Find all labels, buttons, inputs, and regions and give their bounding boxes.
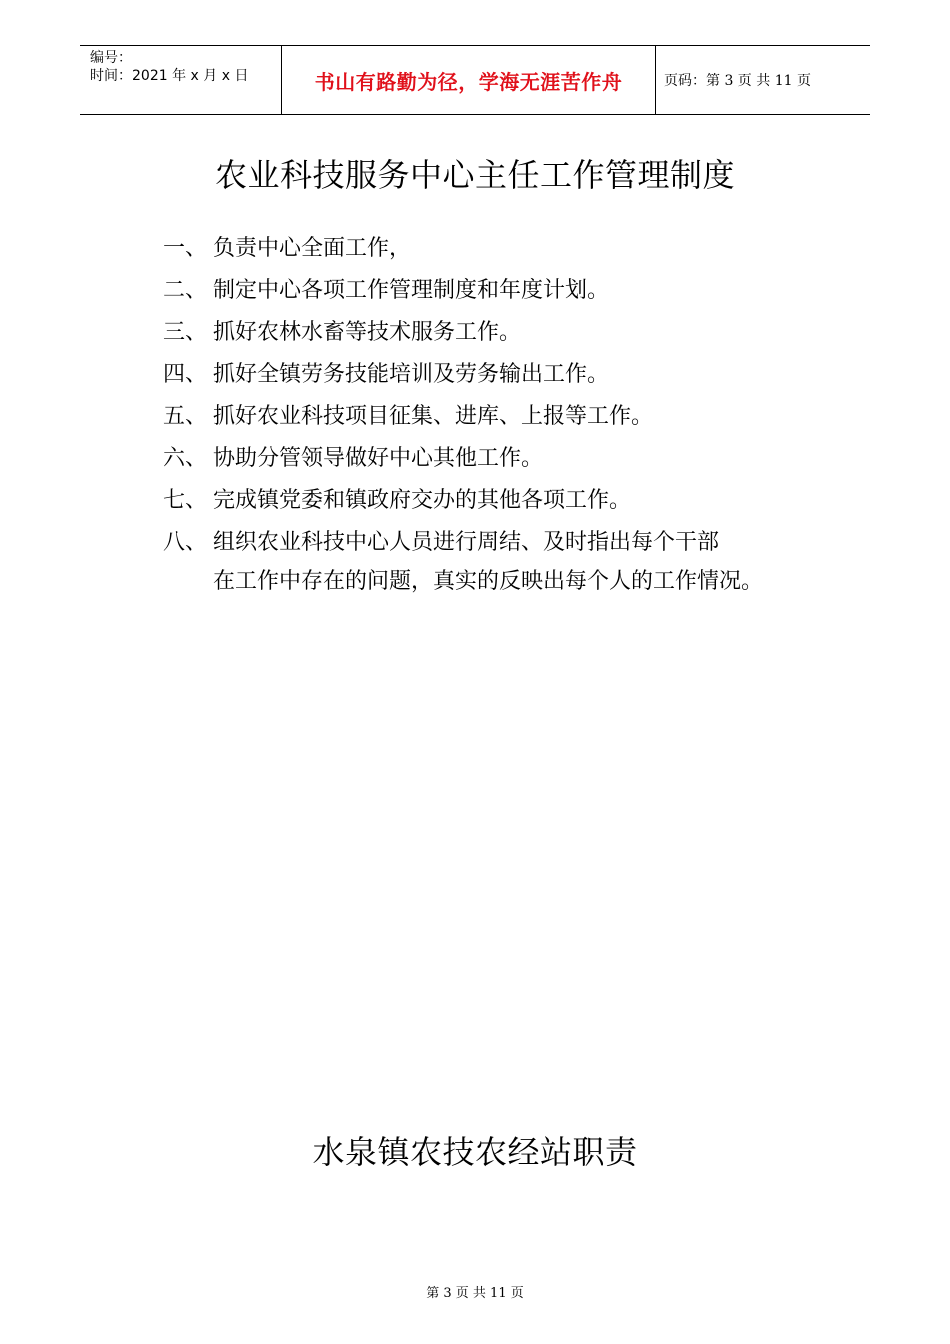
header-page-code: 页码：第 3 页 共 11 页: [664, 73, 811, 89]
section-title: 水泉镇农技农经站职责: [312, 1133, 638, 1171]
duty-number: 五、: [163, 404, 208, 429]
duty-text: 抓好农业科技项目征集、进库、上报等工作。: [213, 404, 654, 429]
duty-item: [163, 522, 863, 564]
duty-item: [163, 438, 863, 480]
duty-number: 四、: [163, 362, 208, 387]
duty-item-continuation: 在工作中存在的问题，真实的反映出每个人的工作情况。: [213, 569, 764, 594]
duty-number: 三、: [163, 320, 208, 345]
duty-item: [163, 354, 863, 396]
duty-text: 完成镇党委和镇政府交办的其他各项工作。: [213, 488, 632, 513]
duty-number: 八、: [163, 530, 208, 555]
page-header: [80, 45, 870, 115]
duty-text: 抓好农林水畜等技术服务工作。: [213, 320, 522, 345]
duty-number: 六、: [163, 446, 208, 471]
duty-text: 组织农业科技中心人员进行周结、及时指出每个干部: [213, 530, 720, 555]
duty-item: [163, 396, 863, 438]
duty-item: [163, 270, 863, 312]
page-footer: 第 3 页 共 11 页: [426, 1286, 524, 1301]
duty-text: 制定中心各项工作管理制度和年度计划。: [213, 278, 610, 303]
duty-number: 二、: [163, 278, 208, 303]
header-meta-cell: [80, 46, 280, 114]
duty-text: 协助分管领导做好中心其他工作。: [213, 446, 544, 471]
duty-number: 七、: [163, 488, 208, 513]
header-motto: 书山有路勤为径，学海无涯苦作舟: [314, 69, 623, 94]
duty-text: 抓好全镇劳务技能培训及劳务输出工作。: [213, 362, 610, 387]
document-number-label: 编号：: [90, 50, 132, 66]
header-motto-cell: [281, 46, 656, 114]
duty-item: [163, 228, 863, 270]
duty-number: 一、: [163, 236, 208, 261]
duty-list: [163, 228, 863, 606]
duty-item: [163, 480, 863, 522]
document-time-label: 时间：2021 年 x 月 x 日: [90, 68, 249, 84]
document-title: 农业科技服务中心主任工作管理制度: [214, 156, 735, 194]
duty-text: 负责中心全面工作，: [213, 236, 412, 261]
header-page-cell: [655, 46, 870, 114]
duty-item: [163, 312, 863, 354]
